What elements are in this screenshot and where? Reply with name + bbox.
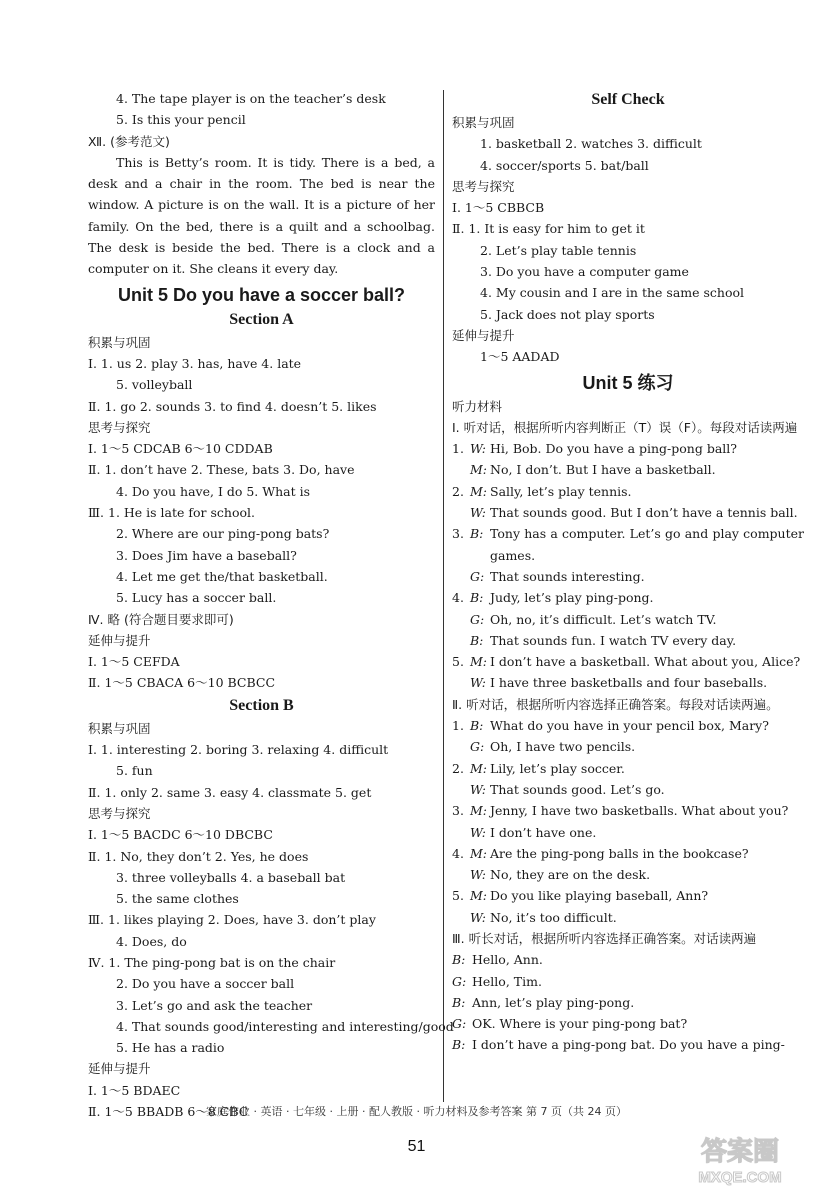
dialogue-line (452, 609, 804, 630)
dialogue-number: 3. (452, 803, 464, 819)
speaker-label: M: (470, 654, 488, 670)
part2-title: Ⅱ. 听对话，根据所听内容选择正确答案。每段对话读两遍。 (452, 696, 779, 712)
column-divider (443, 90, 444, 1102)
dialogue-line (452, 907, 804, 928)
dialogue-number (452, 736, 470, 757)
dialogue-number (452, 672, 470, 693)
dialogue-line (452, 651, 804, 672)
dialogue-text: No, it’s too difficult. (490, 909, 617, 925)
dialogue-text: Jenny, I have two basketballs. What about you? (490, 803, 789, 819)
category-heading: 延伸与提升 (452, 327, 515, 343)
speaker-label: M: (470, 462, 488, 478)
dialogue-text: I don’t have a basketball. What about you, Alice? (490, 654, 801, 670)
dialogue-text: What do you have in your pencil box, Mary? (490, 718, 769, 734)
speaker-label: B: (470, 718, 484, 734)
category-heading: 延伸与提升 (88, 1061, 151, 1077)
answer-line: Ⅳ. 略 (符合题目要求即可) (88, 611, 234, 627)
speaker-label: M: (470, 845, 488, 861)
answer-line: 5. the same clothes (116, 891, 239, 907)
part3-dialogues (452, 949, 804, 1055)
dialogue-number: 5. (452, 654, 464, 670)
answer-line: 3. three volleyballs 4. a baseball bat (116, 869, 346, 885)
dialogue-text: Tony has a computer. Let’s go and play computer games. (490, 526, 804, 563)
dialogue-number: 5. (452, 888, 464, 904)
section-b-title: Section B (229, 696, 294, 714)
dialogue-line (452, 843, 804, 864)
answer-line: Ⅳ. 1. The ping-pong bat is on the chair (88, 954, 336, 970)
dialogue-text: Ann, let’s play ping-pong. (472, 994, 635, 1010)
part1-title: Ⅰ. 听对话，根据所听内容判断正（T）误（F）。每段对话读两遍 (452, 419, 798, 435)
speaker-label: B: (452, 994, 466, 1010)
answer-line: 4. Do you have, I do 5. What is (116, 483, 311, 499)
dialogue-line (452, 502, 804, 523)
watermark-logo (665, 1128, 815, 1188)
dialogue-text: I don’t have a ping-pong bat. Do you have a ping- (472, 1037, 785, 1053)
dialogue-number (452, 630, 470, 651)
part3-title: Ⅲ. 听长对话，根据所听内容选择正确答案。对话读两遍 (452, 930, 757, 946)
dialogue-text: I have three basketballs and four baseballs. (490, 675, 768, 691)
dialogue-line (452, 736, 804, 757)
dialogue-number: 4. (452, 845, 464, 861)
dialogue-text: Are the ping-pong balls in the bookcase? (490, 845, 749, 861)
dialogue-number: 4. (452, 590, 464, 606)
speaker-label: B: (470, 590, 484, 606)
answer-line: Ⅱ. 1. don’t have 2. These, bats 3. Do, have (88, 462, 355, 478)
category-heading: 思考与探究 (452, 178, 515, 194)
answer-line: 1. basketball 2. watches 3. difficult (480, 136, 702, 152)
answer-line: Ⅱ. 1. It is easy for him to get it (452, 221, 645, 237)
left-column (88, 88, 454, 1122)
answer-line: Ⅰ. 1～5 CEFDA (88, 654, 180, 670)
dialogue-number (452, 779, 470, 800)
dialogue-number: 1. (452, 441, 464, 457)
dialogue-text: Sally, let’s play tennis. (490, 483, 632, 499)
speaker-label: W: (470, 781, 486, 797)
answer-line: 5. Jack does not play sports (480, 306, 655, 322)
speaker-label: B: (470, 632, 484, 648)
dialogue-number (452, 609, 470, 630)
answer-line: 4. Let me get the/that basketball. (116, 568, 328, 584)
watermark-url: MXQE.COM (698, 1169, 782, 1186)
dialogue-text: Lily, let’s play soccer. (490, 760, 625, 776)
section-a-title: Section A (229, 310, 294, 328)
dialogue-line (452, 779, 804, 800)
answer-line: 1～5 AADAD (480, 349, 560, 365)
answer-line: 5. He has a radio (116, 1040, 225, 1056)
category-heading: 积累与巩固 (88, 720, 151, 736)
speaker-label: W: (470, 675, 486, 691)
dialogue-number (452, 459, 470, 480)
dialogue-line (452, 438, 804, 459)
answer-line: Ⅰ. 1. interesting 2. boring 3. relaxing 4. difficult (88, 742, 389, 758)
answer-line: 5. fun (116, 763, 153, 779)
listening-label: 听力材料 (452, 398, 503, 414)
dialogue-text: That sounds good. Let’s go. (490, 781, 665, 797)
answer-line: 4. soccer/sports 5. bat/ball (480, 157, 649, 173)
speaker-label: W: (470, 824, 486, 840)
unit5-title: Unit 5 Do you have a soccer ball? (117, 284, 406, 305)
dialogue-text: That sounds good. But I don’t have a tennis ball. (490, 505, 798, 521)
answer-line: Ⅱ. 1～5 BBADB 6～8 CBC (88, 1104, 249, 1120)
answer-line: 4. My cousin and I are in the same school (480, 285, 745, 301)
answer-line: Ⅰ. 1. us 2. play 3. has, have 4. late (88, 355, 302, 371)
dialogue-line (452, 566, 804, 587)
category-heading: 积累与巩固 (452, 115, 515, 130)
dialogue-number: 2. (452, 483, 464, 499)
dialogue-line (452, 630, 804, 651)
answer-line: Ⅲ. 1. He is late for school. (88, 505, 255, 521)
dialogue-text: Hi, Bob. Do you have a ping-pong ball? (490, 441, 737, 457)
category-heading: 思考与探究 (88, 419, 151, 435)
speaker-label: W: (470, 867, 486, 883)
answer-line: Ⅲ. 1. likes playing 2. Does, have 3. don’t play (88, 912, 376, 928)
dialogue-text: OK. Where is your ping-pong bat? (472, 1016, 688, 1032)
answer-line: 2. Where are our ping-pong bats? (116, 526, 330, 542)
page-number: 51 (407, 1138, 426, 1155)
dialogue-text: Hello, Tim. (472, 973, 542, 989)
speaker-label: B: (452, 1037, 466, 1053)
answer-line: 3. Do you have a computer game (480, 264, 689, 280)
dialogue-text: Judy, let’s play ping-pong. (490, 590, 654, 606)
answer-line: 2. Let’s play table tennis (480, 242, 637, 258)
dialogue-number (452, 864, 470, 885)
answer-line: 2. Do you have a soccer ball (116, 976, 295, 992)
speaker-label: B: (452, 952, 466, 968)
speaker-label: G: (452, 973, 467, 989)
category-heading: 延伸与提升 (88, 632, 151, 648)
answer-line: Ⅱ. 1. go 2. sounds 3. to find 4. doesn’t 5. likes (88, 398, 377, 414)
answer-line: 5. Lucy has a soccer ball. (116, 590, 277, 606)
dialogue-text: Hello, Ann. (472, 952, 543, 968)
speaker-label: B: (470, 526, 484, 542)
dialogue-line (452, 971, 804, 992)
answer-line: Ⅱ. 1. only 2. same 3. easy 4. classmate 5. get (88, 784, 372, 800)
dialogue-line (452, 459, 804, 480)
dialogue-line (452, 587, 804, 608)
category-heading: 思考与探究 (88, 805, 151, 821)
speaker-label: W: (470, 909, 486, 925)
speaker-label: M: (470, 483, 488, 499)
self-check-title: Self Check (591, 91, 665, 108)
speaker-label: G: (470, 739, 485, 755)
answer-line: 4. The tape player is on the teacher’s desk (116, 91, 386, 106)
dialogue-text: No, they are on the desk. (490, 867, 651, 883)
answer-line: 4. Does, do (116, 933, 187, 949)
speaker-label: G: (452, 1016, 467, 1032)
speaker-label: M: (470, 888, 488, 904)
answer-line: Ⅰ. 1～5 BDAEC (88, 1082, 181, 1098)
dialogue-line (452, 672, 804, 693)
answer-line: Ⅱ. 1. No, they don’t 2. Yes, he does (88, 848, 309, 864)
dialogue-text: That sounds interesting. (490, 568, 645, 584)
answer-line: 3. Let’s go and ask the teacher (116, 997, 313, 1013)
dialogue-line (452, 758, 804, 779)
dialogue-line (452, 481, 804, 502)
dialogue-text: That sounds fun. I watch TV every day. (490, 632, 737, 648)
dialogue-text: Oh, no, it’s difficult. Let’s watch TV. (490, 611, 717, 627)
page-footer: 家庭作业 · 英语 · 七年级 · 上册 · 配人教版 · 听力材料及参考答案 第 7 页（共 24 页） (206, 1105, 627, 1118)
dialogue-line (452, 1034, 804, 1055)
dialogue-number (452, 907, 470, 928)
dialogue-number: 3. (452, 526, 464, 542)
dialogue-line (452, 864, 804, 885)
category-heading: 积累与巩固 (88, 334, 151, 350)
answer-line: 3. Does Jim have a baseball? (116, 547, 297, 563)
speaker-label: W: (470, 505, 486, 521)
speaker-label: W: (470, 441, 486, 457)
speaker-label: G: (470, 611, 485, 627)
dialogue-number: 1. (452, 718, 464, 734)
right-column (452, 88, 804, 1056)
sample-essay: This is Betty’s room. It is tidy. There is a bed, a desk and a chair in the room. The bed is near the window. A picture is on the wall. It is a picture of her family. On the bed, there is a quilt and a schoolbag. The desk is beside the bed. There is a clock and a computer on it. She cleans it every day. (88, 154, 435, 277)
answer-line: 5. volleyball (116, 377, 193, 393)
part2-dialogues (452, 715, 804, 928)
dialogue-number (452, 566, 470, 587)
answer-line: 4. That sounds good/interesting and interesting/good (116, 1018, 454, 1034)
dialogue-line (452, 715, 804, 736)
dialogue-line (452, 822, 804, 843)
answer-line: Ⅰ. 1～5 CDCAB 6～10 CDDAB (88, 441, 273, 457)
dialogue-line (452, 1013, 804, 1034)
answer-line: Ⅰ. 1～5 CBBCB (452, 200, 545, 216)
speaker-label: G: (470, 568, 485, 584)
watermark-text: 答案圈 (700, 1137, 780, 1167)
speaker-label: M: (470, 760, 488, 776)
speaker-label: M: (470, 803, 488, 819)
answer-line: Ⅰ. 1～5 BACDC 6～10 DBCBC (88, 827, 273, 843)
dialogue-text: I don’t have one. (490, 824, 597, 840)
dialogue-line (452, 885, 804, 906)
answer-line: 5. Is this your pencil (116, 112, 246, 128)
dialogue-line (452, 523, 804, 566)
dialogue-number (452, 822, 470, 843)
practice-title: Unit 5 练习 (582, 372, 674, 393)
dialogue-text: No, I don’t. But I have a basketball. (490, 462, 716, 478)
xii-label: Ⅻ. (参考范文) (88, 133, 170, 149)
dialogue-text: Do you like playing baseball, Ann? (490, 888, 709, 904)
answer-line: Ⅱ. 1～5 CBACA 6～10 BCBCC (88, 675, 276, 691)
dialogue-number (452, 502, 470, 523)
dialogue-line (452, 800, 804, 821)
dialogue-number: 2. (452, 760, 464, 776)
dialogue-line (452, 992, 804, 1013)
dialogue-line (452, 949, 804, 970)
part1-dialogues (452, 438, 804, 694)
dialogue-text: Oh, I have two pencils. (490, 739, 636, 755)
